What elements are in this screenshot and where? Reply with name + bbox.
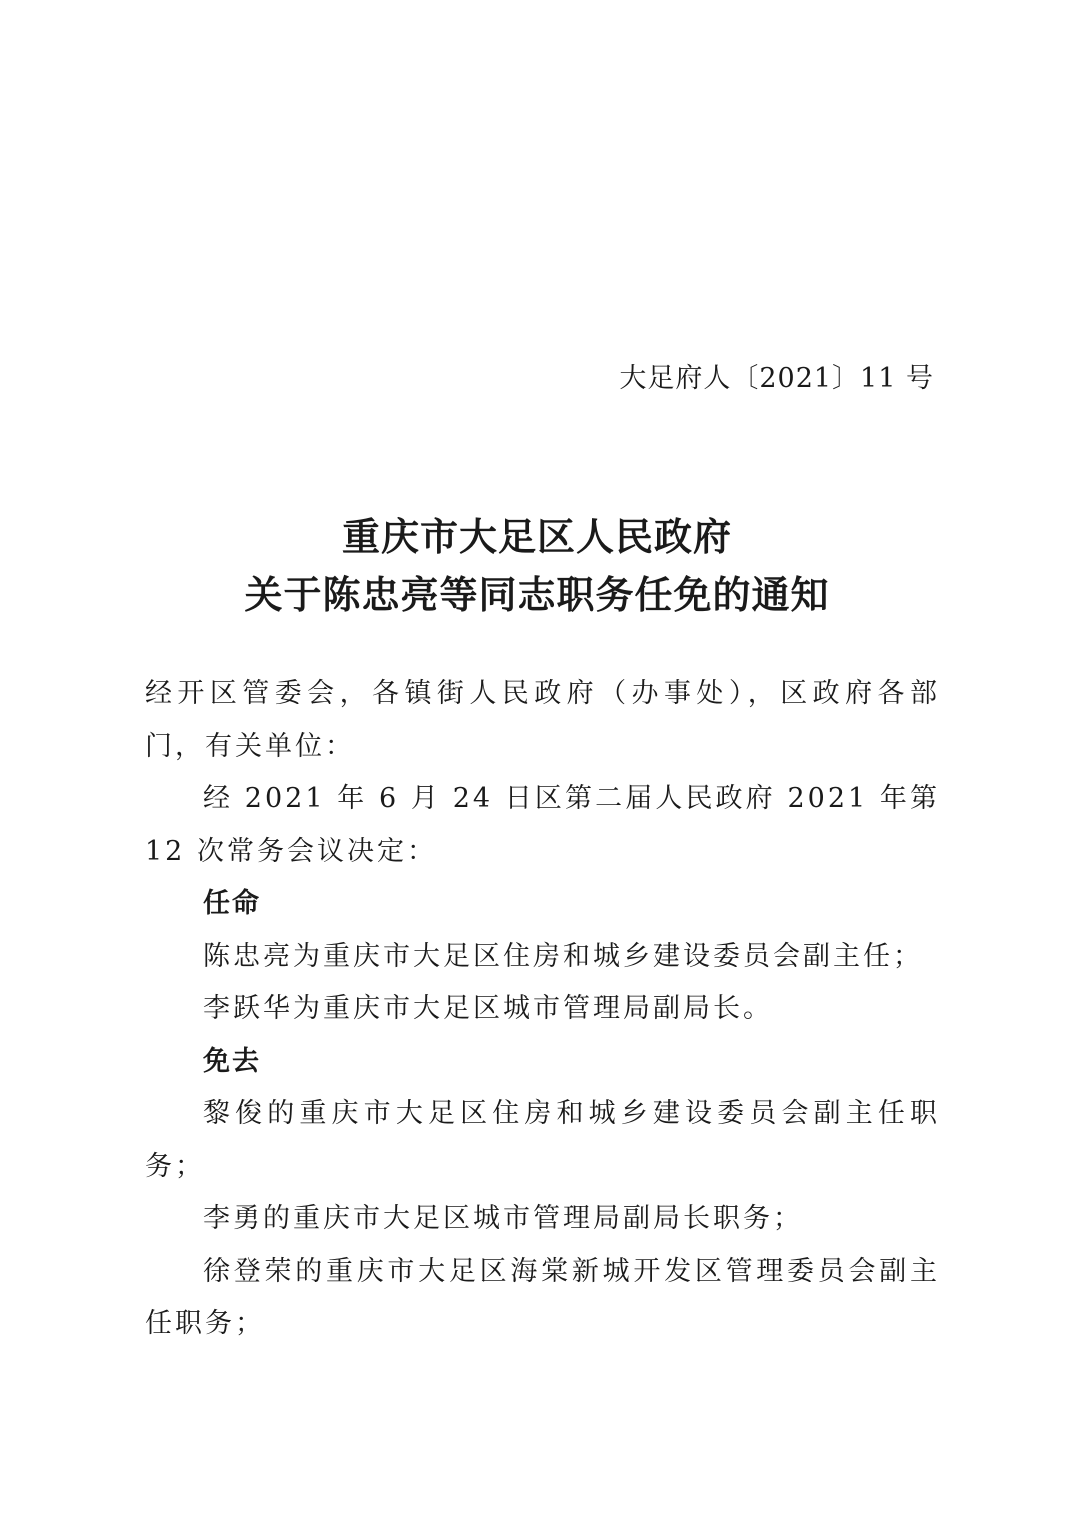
remove-heading: 免去 (203, 1045, 261, 1077)
document-body (145, 668, 940, 1351)
title-line-1: 重庆市大足区人民政府 (341, 514, 732, 559)
intro-paragraph: 经 2021 年 6 月 24 日区第二届人民政府 2021 年第 12 次常务会议决定： (145, 783, 940, 867)
removal-item: 黎俊的重庆市大足区住房和城乡建设委员会副主任职务； (145, 1098, 940, 1182)
appoint-heading: 任命 (203, 888, 261, 919)
removal-item: 李勇的重庆市大足区城市管理局副局长职务； (203, 1203, 803, 1234)
title-line-2: 关于陈忠亮等同志职务任免的通知 (244, 572, 830, 617)
appointment-item: 李跃华为重庆市大足区城市管理局副局长。 (203, 993, 773, 1024)
addressee: 经开区管委会，各镇街人民政府（办事处），区政府各部门，有关单位： (145, 678, 940, 762)
document-title (0, 508, 1074, 624)
appointment-item: 陈忠亮为重庆市大足区住房和城乡建设委员会副主任； (203, 940, 923, 972)
removal-item: 徐登荣的重庆市大足区海棠新城开发区管理委员会副主任职务； (145, 1255, 940, 1339)
document-number: 大足府人〔2021〕11 号 (619, 363, 934, 394)
